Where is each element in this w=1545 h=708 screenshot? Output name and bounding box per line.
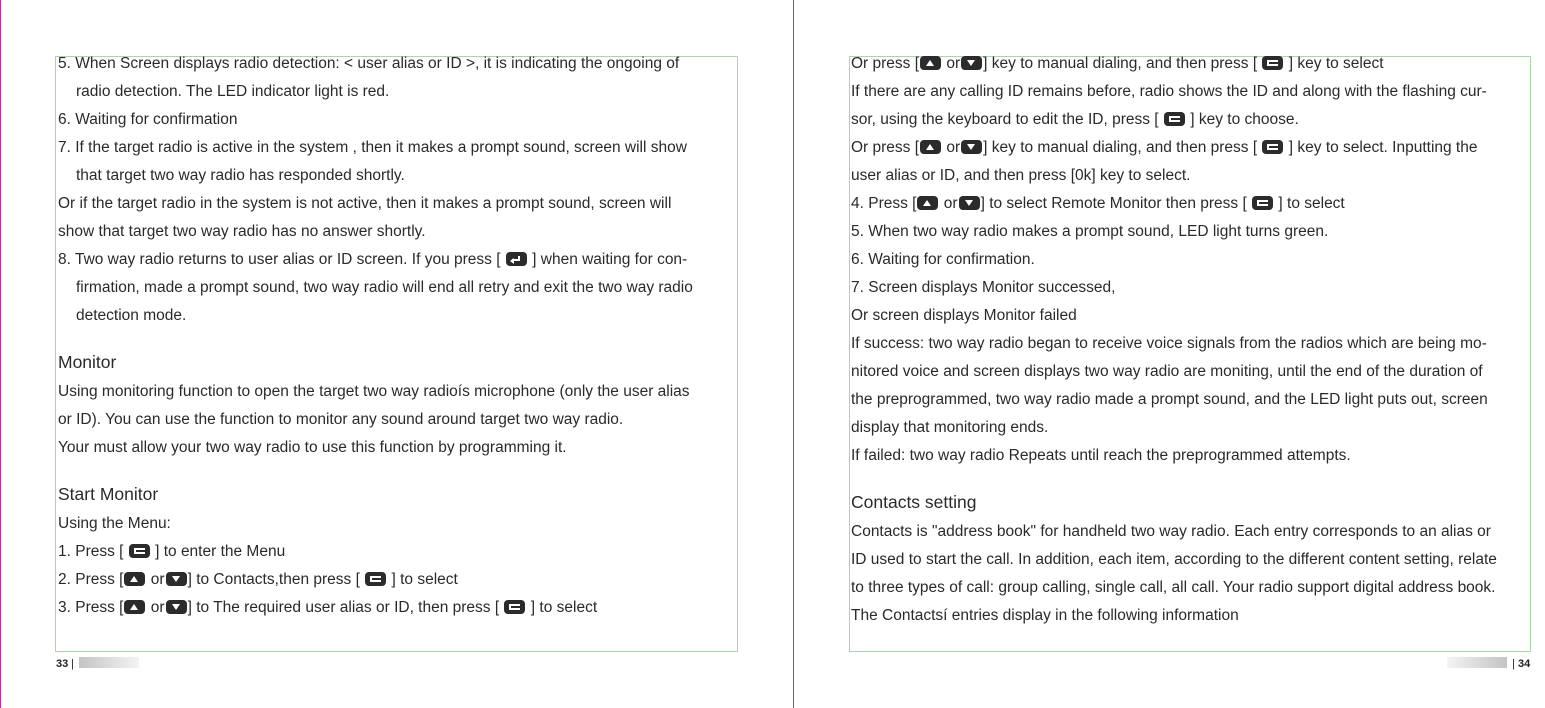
page-number-left: 33	[56, 658, 69, 670]
menu-key-icon	[1164, 112, 1185, 126]
paragraph-line: 6. Waiting for confirmation	[58, 111, 238, 128]
paragraph-line: 5. When two way radio makes a prompt sound, LED light turns green.	[851, 223, 1329, 240]
menu-key-icon	[129, 544, 150, 558]
up-arrow-key-icon	[124, 572, 145, 586]
menu-key-icon	[1262, 56, 1283, 70]
down-arrow-key-icon	[959, 196, 980, 210]
paragraph-line: to three types of call: group calling, single call, all call. Your radio support digital address book.	[851, 579, 1496, 596]
paragraph-line: display that monitoring ends.	[851, 419, 1049, 436]
up-arrow-key-icon	[917, 196, 938, 210]
page-number-divider: |	[1512, 658, 1515, 670]
step-line: 2. Press [ or ] to Contacts,then press [ ] to select	[58, 571, 458, 588]
paragraph-line: If there are any calling ID remains before, radio shows the ID and along with the flashing cur-	[851, 83, 1487, 100]
up-arrow-key-icon	[920, 140, 941, 154]
step-line: 1. Press [ ] to enter the Menu	[58, 543, 286, 560]
paragraph-line: detection mode.	[76, 307, 187, 324]
paragraph-line: If failed: two way radio Repeats until reach the preprogrammed attempts.	[851, 447, 1351, 464]
paragraph-line: that target two way radio has responded shortly.	[76, 167, 405, 184]
paragraph-line: 8. Two way radio returns to user alias or ID screen. If you press [ ] when waiting for con-	[58, 251, 688, 268]
paragraph-line: The Contactsí entries display in the following information	[851, 607, 1239, 624]
paragraph-line: 6. Waiting for confirmation.	[851, 251, 1035, 268]
left-edge-line	[0, 0, 1, 708]
start-monitor-heading: Start Monitor	[58, 484, 159, 504]
paragraph-line: firmation, made a prompt sound, two way radio will end all retry and exit the two way radio	[76, 279, 693, 296]
paragraph-line: or ID). You can use the function to monitor any sound around target two way radio.	[58, 411, 624, 428]
left-page-content	[58, 56, 693, 628]
paragraph-line: 7. Screen displays Monitor successed,	[851, 279, 1116, 296]
step-line: Or press [ or ] key to manual dialing, and then press [ ] key to select	[851, 55, 1384, 72]
paragraph-line: sor, using the keyboard to edit the ID, press [ ] key to choose.	[851, 111, 1299, 128]
page-number-right: 34	[1518, 658, 1531, 670]
paragraph-line: ID used to start the call. In addition, each item, according to the different content setting, relate	[851, 551, 1497, 568]
paragraph-line: Or screen displays Monitor failed	[851, 307, 1077, 324]
menu-key-icon	[1252, 196, 1273, 210]
paragraph-line: show that target two way radio has no answer shortly.	[58, 223, 426, 240]
monitor-heading: Monitor	[58, 352, 117, 372]
down-arrow-key-icon	[166, 600, 187, 614]
step-line: 3. Press [ or ] to The required user alias or ID, then press [ ] to select	[58, 599, 598, 616]
paragraph-line: radio detection. The LED indicator light is red.	[76, 83, 390, 100]
menu-key-icon	[504, 600, 525, 614]
step-line: Or press [ or ] key to manual dialing, and then press [ ] key to select. Inputting the	[851, 139, 1478, 156]
paragraph-line: 7. If the target radio is active in the system , then it makes a prompt sound, screen will show	[58, 139, 687, 156]
up-arrow-key-icon	[920, 56, 941, 70]
menu-key-icon	[1262, 140, 1283, 154]
paragraph-line: Using monitoring function to open the target two way radioís microphone (only the user alias	[58, 383, 690, 400]
menu-key-icon	[365, 572, 386, 586]
page-number-divider: |	[71, 658, 74, 670]
paragraph-line: Using the Menu:	[58, 515, 171, 532]
paragraph-line: Contacts is "address book" for handheld two way radio. Each entry corresponds to an alias or	[851, 523, 1491, 540]
paragraph-line: the preprogrammed, two way radio made a prompt sound, and the LED light puts out, screen	[851, 391, 1488, 408]
paragraph-line: Your must allow your two way radio to use this function by programming it.	[58, 439, 567, 456]
page-gradient-bar	[1447, 657, 1507, 668]
paragraph-line: Or if the target radio in the system is not active, then it makes a prompt sound, screen will	[58, 195, 672, 212]
page-gradient-bar	[79, 657, 139, 668]
paragraph-line: 5. When Screen displays radio detection: < user alias or ID >, it is indicating the ongoing of	[58, 55, 680, 72]
step-line: 4. Press [ or ] to select Remote Monitor then press [ ] to select	[851, 195, 1345, 212]
right-page-content	[851, 56, 1497, 636]
paragraph-line: If success: two way radio began to receive voice signals from the radios which are being mo-	[851, 335, 1487, 352]
paragraph-line: user alias or ID, and then press [0k] key to select.	[851, 167, 1191, 184]
center-fold-line	[793, 0, 794, 708]
up-arrow-key-icon	[124, 600, 145, 614]
enter-key-icon	[506, 252, 527, 266]
contacts-setting-heading: Contacts setting	[851, 492, 977, 512]
down-arrow-key-icon	[961, 140, 982, 154]
down-arrow-key-icon	[961, 56, 982, 70]
down-arrow-key-icon	[166, 572, 187, 586]
paragraph-line: nitored voice and screen displays two way radio are moniting, until the end of the duration of	[851, 363, 1483, 380]
